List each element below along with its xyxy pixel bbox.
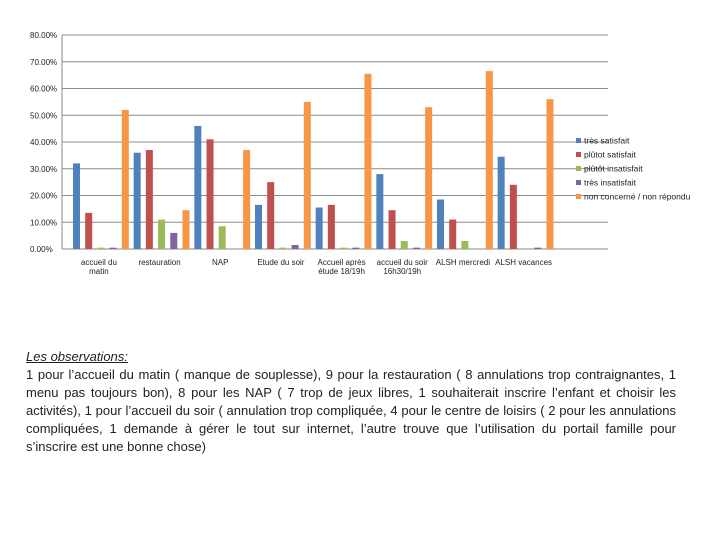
x-category-label: accueil du soir (376, 258, 428, 267)
legend-label: très satisfait (584, 135, 630, 146)
legend-swatch (576, 194, 581, 199)
y-tick-label: 60.00% (30, 84, 58, 94)
y-tick-label: 20.00% (30, 191, 58, 201)
legend-swatch (576, 138, 581, 143)
bar (413, 248, 420, 249)
bar (461, 241, 468, 249)
y-tick-label: 80.00% (30, 31, 58, 40)
bar (134, 153, 141, 249)
bar (510, 185, 517, 249)
bar (328, 205, 335, 249)
legend-swatch (576, 180, 581, 185)
bar (110, 248, 117, 249)
bar (498, 157, 505, 249)
bar (73, 163, 80, 249)
legend-label: très insatisfait (584, 177, 636, 188)
bar (401, 241, 408, 249)
x-category-label: Etude du soir (257, 258, 305, 267)
bar (437, 200, 444, 249)
bar (85, 213, 92, 249)
bar (194, 126, 201, 249)
bar (170, 233, 177, 249)
bar (449, 220, 456, 249)
x-category-label: accueil du (80, 258, 117, 267)
x-category-label: 16h30/19h (383, 267, 422, 276)
observations-heading: Les observations: (26, 349, 128, 364)
x-category-label: Accueil après (317, 258, 366, 267)
bar (376, 174, 383, 249)
bar (267, 182, 274, 249)
bar (486, 71, 493, 249)
observations-section (26, 348, 676, 456)
y-tick-label: 10.00% (30, 218, 58, 228)
bar (97, 248, 104, 249)
bar (340, 248, 347, 249)
bar (182, 210, 189, 249)
y-tick-label: 70.00% (30, 57, 58, 67)
bar (279, 248, 286, 249)
x-category-label: NAP (212, 258, 229, 267)
bar (219, 226, 226, 249)
bar (364, 74, 371, 249)
bar (534, 248, 541, 249)
x-category-label: ALSH vacances (495, 258, 553, 267)
bar (255, 205, 262, 249)
legend-swatch (576, 152, 581, 157)
y-tick-label: 40.00% (30, 138, 58, 147)
bar (389, 210, 396, 249)
observations-text: 1 pour l’accueil du matin ( manque de souplesse), 9 pour la restauration ( 8 annulations trop contraignantes, 1 menu pas toujours bon), 8 pour les NAP ( 7 trop de jeux libres, 1 souhaiterait inscrire l’enfant et choisir les activités), 1 pour l’accueil du soir ( annulation trop compliquée, 4 pour le centre de loisirs ( 2 pour les annulations compliquées, 1 demande à gérer le tout sur internet, l’autre trouve que l’utilisation du portail famille pour s’inscrire est une bonne chose) (26, 367, 676, 454)
bar (316, 208, 323, 249)
bar (122, 110, 129, 249)
bar (304, 102, 311, 249)
legend-label: non concerné / non répondu (584, 191, 691, 202)
y-tick-label: 30.00% (30, 164, 58, 174)
bar (243, 150, 250, 249)
bar (146, 150, 153, 249)
bar (207, 139, 214, 249)
legend-swatch (576, 166, 581, 171)
bar (425, 107, 432, 249)
bar (292, 245, 299, 249)
bar (352, 248, 359, 249)
x-category-label: restauration (138, 258, 181, 267)
bar (158, 220, 165, 249)
y-tick-label: 0.00% (30, 245, 53, 254)
bar (546, 99, 553, 249)
x-category-label: matin (89, 267, 109, 276)
x-category-label: ALSH mercredi (435, 258, 491, 267)
legend-label: plûtot satisfait (584, 149, 636, 160)
x-category-label: étude 18/19h (318, 267, 365, 276)
y-tick-label: 50.00% (30, 111, 58, 121)
legend-label: plûtôt insatisfait (584, 163, 643, 174)
